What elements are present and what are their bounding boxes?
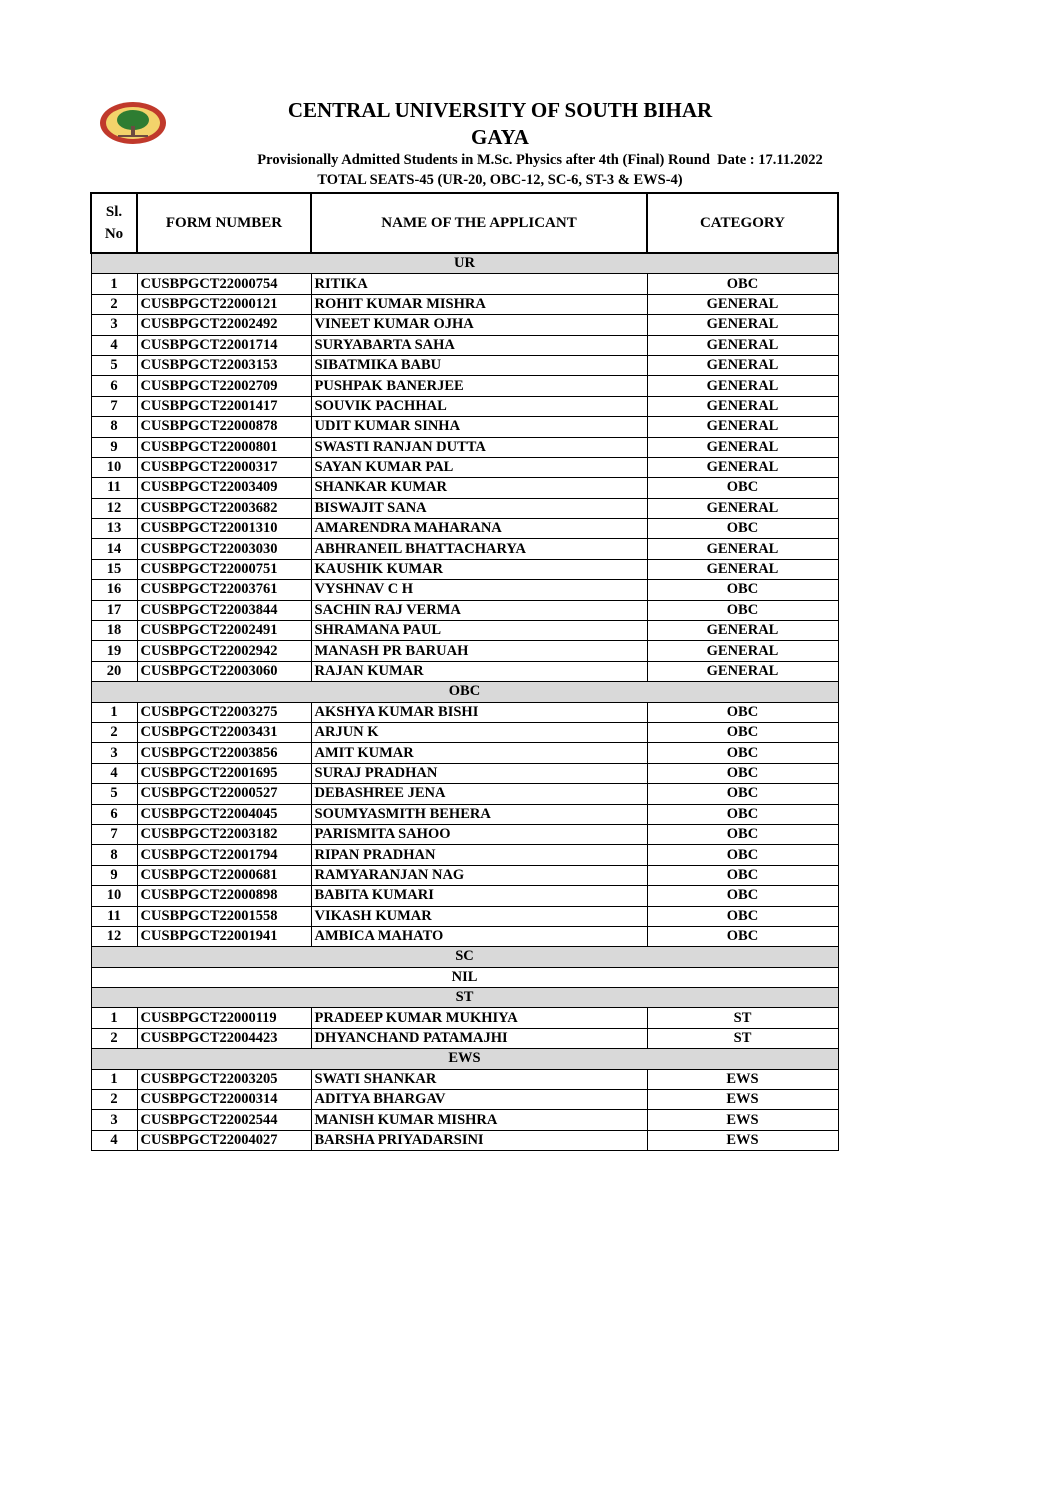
cell-sl-no: 2 (91, 1028, 137, 1048)
table-row (91, 274, 838, 294)
table-row (91, 906, 838, 926)
cell-form-number: CUSBPGCT22003275 (137, 702, 311, 722)
cell-form-number: CUSBPGCT22003409 (137, 478, 311, 498)
cell-form-number: CUSBPGCT22000751 (137, 559, 311, 579)
table-row (91, 824, 838, 844)
cell-category: GENERAL (647, 559, 838, 579)
cell-applicant-name: MANISH KUMAR MISHRA (311, 1110, 647, 1130)
section-title: ST (91, 988, 838, 1008)
cell-form-number: CUSBPGCT22003153 (137, 355, 311, 375)
nil-text: NIL (91, 967, 838, 987)
cell-applicant-name: SOUVIK PACHHAL (311, 396, 647, 416)
city-name: GAYA (471, 125, 529, 149)
cell-sl-no: 8 (91, 845, 137, 865)
cell-sl-no: 9 (91, 865, 137, 885)
cell-sl-no: 15 (91, 559, 137, 579)
cell-form-number: CUSBPGCT22003060 (137, 661, 311, 681)
admission-subtitle: Provisionally Admitted Students in M.Sc. Physics after 4th (Final) Round Date : 17.11.2022 (257, 152, 823, 168)
cell-form-number: CUSBPGCT22000681 (137, 865, 311, 885)
cell-applicant-name: SURYABARTA SAHA (311, 335, 647, 355)
cell-category: GENERAL (647, 355, 838, 375)
cell-category: OBC (647, 784, 838, 804)
cell-applicant-name: SURAJ PRADHAN (311, 763, 647, 783)
cell-category: GENERAL (647, 335, 838, 355)
cell-sl-no: 11 (91, 478, 137, 498)
cell-sl-no: 20 (91, 661, 137, 681)
cell-form-number: CUSBPGCT22003205 (137, 1069, 311, 1089)
cell-form-number: CUSBPGCT22000527 (137, 784, 311, 804)
table-row (91, 1090, 838, 1110)
cell-form-number: CUSBPGCT22002709 (137, 376, 311, 396)
cell-form-number: CUSBPGCT22000801 (137, 437, 311, 457)
cell-category: GENERAL (647, 315, 838, 335)
table-row (91, 1110, 838, 1130)
table-row (91, 1130, 838, 1150)
nil-row (91, 967, 838, 987)
cell-category: OBC (647, 926, 838, 946)
cell-form-number: CUSBPGCT22003761 (137, 580, 311, 600)
cell-form-number: CUSBPGCT22001714 (137, 335, 311, 355)
cell-sl-no: 19 (91, 641, 137, 661)
cell-sl-no: 2 (91, 1090, 137, 1110)
cell-sl-no: 1 (91, 1008, 137, 1028)
section-header-row (91, 988, 838, 1008)
cell-sl-no: 7 (91, 824, 137, 844)
cell-category: OBC (647, 580, 838, 600)
cell-form-number: CUSBPGCT22000121 (137, 294, 311, 314)
cell-form-number: CUSBPGCT22002544 (137, 1110, 311, 1130)
section-header-row (91, 682, 838, 702)
cell-form-number: CUSBPGCT22003844 (137, 600, 311, 620)
cell-sl-no: 3 (91, 1110, 137, 1130)
table-row (91, 621, 838, 641)
cell-applicant-name: VYSHNAV C H (311, 580, 647, 600)
cell-form-number: CUSBPGCT22001941 (137, 926, 311, 946)
section-title: OBC (91, 682, 838, 702)
cell-applicant-name: SIBATMIKA BABU (311, 355, 647, 375)
cell-category: GENERAL (647, 621, 838, 641)
cell-sl-no: 11 (91, 906, 137, 926)
table-row (91, 539, 838, 559)
col-sl-header: Sl. No (91, 193, 137, 253)
cell-sl-no: 12 (91, 498, 137, 518)
table-row (91, 661, 838, 681)
cell-category: OBC (647, 886, 838, 906)
cell-applicant-name: DEBASHREE JENA (311, 784, 647, 804)
table-row (91, 519, 838, 539)
col-name-header: NAME OF THE APPLICANT (311, 193, 647, 253)
cell-sl-no: 4 (91, 763, 137, 783)
cell-sl-no: 16 (91, 580, 137, 600)
cell-sl-no: 10 (91, 457, 137, 477)
table-row (91, 763, 838, 783)
cell-applicant-name: RAMYARANJAN NAG (311, 865, 647, 885)
cell-category: GENERAL (647, 417, 838, 437)
total-seats: TOTAL SEATS-45 (UR-20, OBC-12, SC-6, ST-3 & EWS-4) (317, 172, 683, 188)
table-row (91, 315, 838, 335)
cell-sl-no: 1 (91, 274, 137, 294)
cell-applicant-name: BARSHA PRIYADARSINI (311, 1130, 647, 1150)
cell-category: OBC (647, 845, 838, 865)
table-row (91, 294, 838, 314)
cell-applicant-name: RAJAN KUMAR (311, 661, 647, 681)
cell-sl-no: 6 (91, 804, 137, 824)
table-row (91, 335, 838, 355)
cell-form-number: CUSBPGCT22003856 (137, 743, 311, 763)
cell-sl-no: 4 (91, 1130, 137, 1150)
cell-applicant-name: SHANKAR KUMAR (311, 478, 647, 498)
cell-applicant-name: AKSHYA KUMAR BISHI (311, 702, 647, 722)
cell-category: OBC (647, 763, 838, 783)
cell-applicant-name: SWATI SHANKAR (311, 1069, 647, 1089)
table-row (91, 743, 838, 763)
cell-sl-no: 4 (91, 335, 137, 355)
table-row (91, 1008, 838, 1028)
cell-form-number: CUSBPGCT22000317 (137, 457, 311, 477)
cell-applicant-name: SOUMYASMITH BEHERA (311, 804, 647, 824)
cell-sl-no: 6 (91, 376, 137, 396)
cell-sl-no: 18 (91, 621, 137, 641)
cell-category: EWS (647, 1130, 838, 1150)
cell-sl-no: 17 (91, 600, 137, 620)
cell-form-number: CUSBPGCT22003182 (137, 824, 311, 844)
cell-category: GENERAL (647, 396, 838, 416)
cell-category: EWS (647, 1069, 838, 1089)
cell-category: GENERAL (647, 294, 838, 314)
cell-sl-no: 1 (91, 1069, 137, 1089)
cell-applicant-name: AMIT KUMAR (311, 743, 647, 763)
cell-category: OBC (647, 722, 838, 742)
cell-sl-no: 9 (91, 437, 137, 457)
cell-form-number: CUSBPGCT22003682 (137, 498, 311, 518)
cell-category: OBC (647, 274, 838, 294)
cell-category: GENERAL (647, 641, 838, 661)
cell-applicant-name: PARISMITA SAHOO (311, 824, 647, 844)
cell-category: GENERAL (647, 437, 838, 457)
cell-form-number: CUSBPGCT22003030 (137, 539, 311, 559)
cell-category: OBC (647, 478, 838, 498)
cell-applicant-name: AMARENDRA MAHARANA (311, 519, 647, 539)
cell-category: GENERAL (647, 498, 838, 518)
cell-sl-no: 3 (91, 743, 137, 763)
col-category-header: CATEGORY (647, 193, 838, 253)
cell-sl-no: 7 (91, 396, 137, 416)
cell-form-number: CUSBPGCT22000314 (137, 1090, 311, 1110)
cell-form-number: CUSBPGCT22002942 (137, 641, 311, 661)
table-row (91, 478, 838, 498)
cell-applicant-name: BABITA KUMARI (311, 886, 647, 906)
cell-applicant-name: ARJUN K (311, 722, 647, 742)
table-row (91, 886, 838, 906)
cell-category: ST (647, 1028, 838, 1048)
cell-sl-no: 5 (91, 355, 137, 375)
table-row (91, 926, 838, 946)
cell-sl-no: 10 (91, 886, 137, 906)
cell-applicant-name: RIPAN PRADHAN (311, 845, 647, 865)
table-row (91, 417, 838, 437)
cell-form-number: CUSBPGCT22003431 (137, 722, 311, 742)
cell-category: OBC (647, 906, 838, 926)
cell-form-number: CUSBPGCT22000119 (137, 1008, 311, 1028)
cell-category: GENERAL (647, 376, 838, 396)
table-row (91, 437, 838, 457)
cell-sl-no: 5 (91, 784, 137, 804)
table-body (91, 253, 838, 1151)
cell-category: OBC (647, 743, 838, 763)
table-row (91, 580, 838, 600)
cell-applicant-name: VIKASH KUMAR (311, 906, 647, 926)
table-row (91, 641, 838, 661)
cell-applicant-name: VINEET KUMAR OJHA (311, 315, 647, 335)
cell-applicant-name: PUSHPAK BANERJEE (311, 376, 647, 396)
cell-category: EWS (647, 1090, 838, 1110)
cell-form-number: CUSBPGCT22001695 (137, 763, 311, 783)
cell-category: GENERAL (647, 539, 838, 559)
cell-applicant-name: ABHRANEIL BHATTACHARYA (311, 539, 647, 559)
cell-category: EWS (647, 1110, 838, 1130)
cell-form-number: CUSBPGCT22001558 (137, 906, 311, 926)
cell-applicant-name: SWASTI RANJAN DUTTA (311, 437, 647, 457)
section-header-row (91, 253, 838, 274)
cell-form-number: CUSBPGCT22004045 (137, 804, 311, 824)
section-title: EWS (91, 1049, 838, 1069)
table-row (91, 498, 838, 518)
cell-category: ST (647, 1008, 838, 1028)
table-row (91, 376, 838, 396)
cell-category: OBC (647, 702, 838, 722)
cell-form-number: CUSBPGCT22001310 (137, 519, 311, 539)
cell-category: GENERAL (647, 661, 838, 681)
cell-category: OBC (647, 804, 838, 824)
cell-applicant-name: SACHIN RAJ VERMA (311, 600, 647, 620)
table-row (91, 396, 838, 416)
cell-form-number: CUSBPGCT22001794 (137, 845, 311, 865)
admission-table (90, 192, 839, 1151)
cell-applicant-name: AMBICA MAHATO (311, 926, 647, 946)
cell-category: OBC (647, 865, 838, 885)
university-name: CENTRAL UNIVERSITY OF SOUTH BIHAR (287, 98, 713, 122)
cell-sl-no: 13 (91, 519, 137, 539)
table-row (91, 804, 838, 824)
table-row (91, 1069, 838, 1089)
section-header-row (91, 1049, 838, 1069)
cell-form-number: CUSBPGCT22004423 (137, 1028, 311, 1048)
section-title: UR (91, 253, 838, 274)
cell-applicant-name: KAUSHIK KUMAR (311, 559, 647, 579)
cell-form-number: CUSBPGCT22000754 (137, 274, 311, 294)
cell-sl-no: 2 (91, 294, 137, 314)
cell-applicant-name: BISWAJIT SANA (311, 498, 647, 518)
cell-category: OBC (647, 519, 838, 539)
cell-sl-no: 12 (91, 926, 137, 946)
cell-applicant-name: SHRAMANA PAUL (311, 621, 647, 641)
cell-applicant-name: PRADEEP KUMAR MUKHIYA (311, 1008, 647, 1028)
cell-form-number: CUSBPGCT22002491 (137, 621, 311, 641)
table-row (91, 457, 838, 477)
cell-form-number: CUSBPGCT22000878 (137, 417, 311, 437)
table-row (91, 784, 838, 804)
table-row (91, 355, 838, 375)
cell-applicant-name: RITIKA (311, 274, 647, 294)
cell-sl-no: 14 (91, 539, 137, 559)
cell-sl-no: 8 (91, 417, 137, 437)
table-row (91, 722, 838, 742)
cell-applicant-name: SAYAN KUMAR PAL (311, 457, 647, 477)
cell-form-number: CUSBPGCT22002492 (137, 315, 311, 335)
table-row (91, 1028, 838, 1048)
cell-sl-no: 1 (91, 702, 137, 722)
table-row (91, 865, 838, 885)
cell-form-number: CUSBPGCT22001417 (137, 396, 311, 416)
cell-form-number: CUSBPGCT22000898 (137, 886, 311, 906)
cell-category: OBC (647, 824, 838, 844)
table-row (91, 845, 838, 865)
cell-applicant-name: DHYANCHAND PATAMAJHI (311, 1028, 647, 1048)
cell-form-number: CUSBPGCT22004027 (137, 1130, 311, 1150)
table-row (91, 702, 838, 722)
table-row (91, 600, 838, 620)
table-row (91, 559, 838, 579)
table-header-row (91, 193, 838, 253)
cell-sl-no: 2 (91, 722, 137, 742)
col-form-header: FORM NUMBER (137, 193, 311, 253)
cell-category: OBC (647, 600, 838, 620)
cell-applicant-name: ROHIT KUMAR MISHRA (311, 294, 647, 314)
section-title: SC (91, 947, 838, 967)
cell-category: GENERAL (647, 457, 838, 477)
cell-applicant-name: UDIT KUMAR SINHA (311, 417, 647, 437)
section-header-row (91, 947, 838, 967)
cell-sl-no: 3 (91, 315, 137, 335)
cell-applicant-name: MANASH PR BARUAH (311, 641, 647, 661)
cell-applicant-name: ADITYA BHARGAV (311, 1090, 647, 1110)
